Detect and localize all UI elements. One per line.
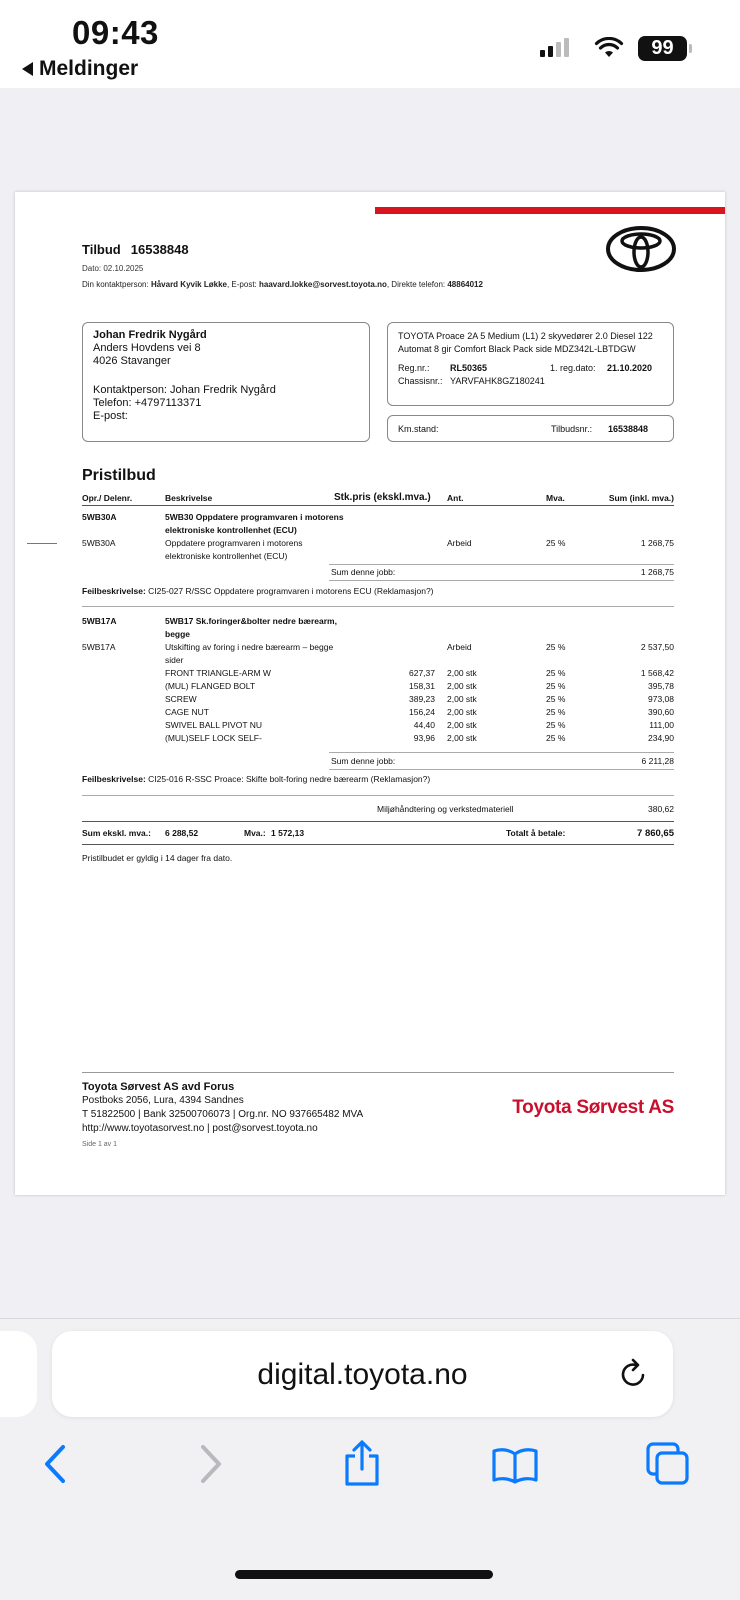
divider	[329, 769, 674, 770]
wifi-icon	[594, 37, 624, 59]
row-desc: Oppdatere programvaren i motorens	[165, 538, 303, 548]
job2-code: 5WB17A	[82, 616, 117, 626]
company-name: Toyota Sørvest AS avd Forus	[82, 1081, 235, 1093]
contact-prefix: Din kontaktperson:	[82, 280, 149, 289]
part-desc: SWIVEL BALL PIVOT NU	[165, 720, 262, 730]
contact-name: Håvard Kyvik Løkke	[150, 280, 227, 289]
quote-date: Dato: 02.10.2025	[82, 264, 144, 273]
mva-value: 1 572,13	[271, 828, 305, 838]
tilbudsnr: 16538848	[608, 423, 649, 434]
job1-feil-row	[82, 586, 674, 598]
share-icon[interactable]	[342, 1439, 382, 1487]
address-line: Postboks 2056, Lura, 4394 Sandnes	[82, 1095, 244, 1106]
row-sum: 1 268,75	[640, 538, 674, 548]
first-reg-date: 21.10.2020	[607, 363, 653, 373]
total-label: Totalt å betale:	[506, 828, 566, 838]
part-sum: 234,90	[648, 733, 674, 743]
back-icon[interactable]	[40, 1444, 70, 1484]
contact-phone-label: , Direkte telefon:	[386, 280, 446, 289]
job2-title-2: begge	[165, 629, 191, 639]
divider	[329, 752, 674, 753]
part-row	[82, 720, 674, 732]
job1-title-row	[82, 512, 674, 524]
company-address	[82, 1094, 363, 1136]
previous-tab-preview[interactable]	[0, 1331, 37, 1417]
part-mva: 25 %	[546, 694, 566, 704]
job2-feil-row	[82, 774, 674, 786]
customer-contact: Kontaktperson: Johan Fredrik Nygård	[93, 384, 276, 396]
browser-bottom-bar	[0, 1318, 740, 1600]
row-desc-2: elektroniske kontrollenhet (ECU)	[165, 551, 288, 561]
chassis-label: Chassisnr.:	[398, 376, 443, 386]
col-ant: Ant.	[447, 493, 464, 503]
col-mva: Mva.	[546, 493, 565, 503]
job2-sum-row	[82, 756, 674, 768]
home-indicator[interactable]	[235, 1570, 493, 1579]
job2-title: 5WB17 Sk.foringer&bolter nedre bærearm,	[165, 616, 337, 626]
part-price: 93,96	[413, 733, 435, 743]
miljo-label: Miljøhåndtering og verkstedmateriell	[377, 804, 514, 814]
part-price: 156,24	[409, 707, 435, 717]
toyota-logo-icon	[605, 225, 677, 273]
row-desc: Utskifting av foring i nedre bærearm – begge	[165, 642, 334, 652]
part-sum: 1 568,42	[640, 668, 674, 678]
contact-info-line: T 51822500 | Bank 32500706073 | Org.nr. NO 937665482 MVA	[82, 1109, 364, 1120]
customer-city: 4026 Stavanger	[93, 355, 171, 367]
contact-email[interactable]: haavard.lokke@sorvest.toyota.no	[259, 280, 387, 289]
job1-feil: CI25-027 R/SSC Oppdatere programvaren i motorens ECU (Reklamasjon?)	[148, 586, 434, 596]
web-email-line[interactable]: http://www.toyotasorvest.no | post@sorvest.toyota.no	[82, 1123, 318, 1134]
divider	[82, 606, 674, 607]
part-ant: 2,00 stk	[447, 707, 477, 717]
part-row	[82, 707, 674, 719]
col-stk: Stk.pris (ekskl.mva.)	[334, 492, 431, 503]
feil-label: Feilbeskrivelse:	[82, 586, 146, 596]
validity-row	[82, 853, 674, 865]
job1-title: 5WB30 Oppdatere programvaren i motorens	[165, 512, 344, 522]
validity-note: Pristilbudet er gyldig i 14 dager fra dato.	[82, 853, 233, 863]
col-sum: Sum (inkl. mva.)	[608, 493, 674, 503]
part-desc: (MUL)SELF LOCK SELF-	[165, 733, 262, 743]
km-box	[387, 415, 674, 442]
customer-street: Anders Hovdens vei 8	[93, 342, 201, 354]
sum-ekskl-label: Sum ekskl. mva.:	[82, 828, 151, 838]
back-label: Meldinger	[39, 57, 139, 80]
part-sum: 390,60	[648, 707, 674, 717]
divider	[82, 795, 674, 796]
part-mva: 25 %	[546, 720, 566, 730]
contact-email-label: , E-post:	[226, 280, 257, 289]
part-mva: 25 %	[546, 668, 566, 678]
page-number: Side 1 av 1	[82, 1141, 118, 1148]
part-row	[82, 694, 674, 706]
row-code: 5WB17A	[82, 642, 116, 652]
table-header	[82, 493, 674, 506]
mva-label: Mva.:	[244, 828, 266, 838]
tabs-icon[interactable]	[645, 1441, 691, 1487]
part-desc: SCREW	[165, 694, 197, 704]
customer-box	[82, 322, 370, 442]
divider	[329, 580, 674, 581]
job1-sum-row	[82, 567, 674, 579]
part-row	[82, 668, 674, 680]
part-price: 389,23	[409, 694, 435, 704]
divider	[329, 564, 674, 565]
part-desc: CAGE NUT	[165, 707, 209, 717]
table-row-cont	[82, 655, 674, 667]
row-mva: 25 %	[546, 642, 566, 652]
job1-sum-label: Sum denne jobb:	[331, 567, 396, 577]
job2-title-row2	[82, 629, 674, 641]
part-sum: 111,00	[649, 720, 674, 730]
feil-label: Feilbeskrivelse:	[82, 774, 146, 784]
row-code: 5WB30A	[82, 538, 116, 548]
address-bar[interactable]	[52, 1331, 673, 1417]
part-ant: 2,00 stk	[447, 720, 477, 730]
job1-code: 5WB30A	[82, 512, 117, 522]
part-price: 158,31	[409, 681, 435, 691]
job2-feil: CI25-016 R-SSC Proace: Skifte bolt-foring nedre bærearm (Reklamasjon?)	[148, 774, 431, 784]
part-mva: 25 %	[546, 707, 566, 717]
row-sum: 2 537,50	[640, 642, 674, 652]
table-row	[82, 538, 674, 550]
sum-ekskl: 6 288,52	[165, 828, 199, 838]
chassis-number: YARVFAHK8GZ180241	[450, 376, 545, 386]
vehicle-box	[387, 322, 674, 406]
km-label: Km.stand:	[398, 423, 439, 434]
col-beskr: Beskrivelse	[165, 493, 213, 503]
bookmarks-icon[interactable]	[490, 1445, 540, 1485]
job2-title-row	[82, 616, 674, 628]
quote-document	[15, 192, 725, 1195]
job1-sum: 1 268,75	[640, 567, 674, 577]
part-mva: 25 %	[546, 733, 566, 743]
quote-number: 16538848	[130, 242, 189, 257]
part-row	[82, 733, 674, 745]
part-sum: 395,78	[648, 681, 674, 691]
job1-title-2: elektroniske kontrollenhet (ECU)	[165, 525, 297, 535]
table-row	[82, 642, 674, 654]
back-arrow-icon	[22, 62, 33, 76]
part-ant: 2,00 stk	[447, 668, 477, 678]
customer-phone: Telefon: +4797113371	[93, 397, 202, 409]
brand-logo-text: Toyota Sørvest AS	[512, 1097, 674, 1118]
totals-row	[82, 828, 674, 840]
divider	[82, 821, 674, 822]
reg-number: RL50365	[450, 363, 488, 373]
part-ant: 2,00 stk	[447, 681, 477, 691]
job2-sum-label: Sum denne jobb:	[331, 756, 396, 766]
quote-label: Tilbud	[82, 242, 121, 257]
part-ant: 2,00 stk	[447, 694, 477, 704]
battery-icon: 99	[638, 36, 687, 61]
job2-sum: 6 211,28	[641, 756, 674, 766]
margin-mark	[27, 543, 57, 544]
total-value: 7 860,65	[637, 828, 674, 839]
first-reg-label: 1. reg.dato:	[550, 363, 596, 373]
price-quote-heading: Pristilbud	[82, 467, 156, 484]
part-price: 627,37	[409, 668, 435, 678]
part-mva: 25 %	[546, 681, 566, 691]
part-price: 44,40	[413, 720, 435, 730]
contact-phone[interactable]: 48864012	[447, 280, 483, 289]
status-bar	[0, 0, 740, 88]
forward-icon[interactable]	[196, 1444, 226, 1484]
contact-line	[82, 280, 483, 289]
reload-icon[interactable]	[618, 1358, 650, 1390]
job1-title-row2	[82, 525, 674, 537]
part-row	[82, 681, 674, 693]
red-accent-bar	[375, 207, 725, 214]
row-mva: 25 %	[546, 538, 566, 548]
divider	[82, 1072, 674, 1073]
quote-title	[82, 242, 189, 257]
divider	[82, 844, 674, 845]
back-to-messages-button[interactable]	[22, 57, 138, 81]
miljo-row	[82, 804, 674, 816]
miljo-value: 380,62	[648, 804, 674, 814]
reg-label: Reg.nr.:	[398, 363, 430, 373]
customer-name: Johan Fredrik Nygård	[93, 329, 207, 341]
table-row-cont	[82, 551, 674, 563]
part-desc: FRONT TRIANGLE-ARM W	[165, 668, 271, 678]
row-ant: Arbeid	[447, 538, 472, 548]
row-ant: Arbeid	[447, 642, 472, 652]
cellular-signal-icon	[540, 38, 569, 57]
part-desc: (MUL) FLANGED BOLT	[165, 681, 256, 691]
row-desc-2: sider	[165, 655, 184, 665]
col-opr: Opr./ Delenr.	[82, 493, 133, 503]
url-text[interactable]: digital.toyota.no	[257, 1358, 468, 1391]
part-sum: 973,08	[648, 694, 674, 704]
tilbudsnr-label: Tilbudsnr.:	[551, 423, 593, 434]
customer-email: E-post:	[93, 410, 128, 422]
vehicle-description: TOYOTA Proace 2A 5 Medium (L1) 2 skyvedører 2.0 Diesel 122 Automat 8 gir Comfort Black Pack side MDZ342L-LBTDGW	[398, 331, 653, 354]
clock: 09:43	[72, 14, 159, 51]
battery-tip	[689, 44, 692, 53]
part-ant: 2,00 stk	[447, 733, 477, 743]
